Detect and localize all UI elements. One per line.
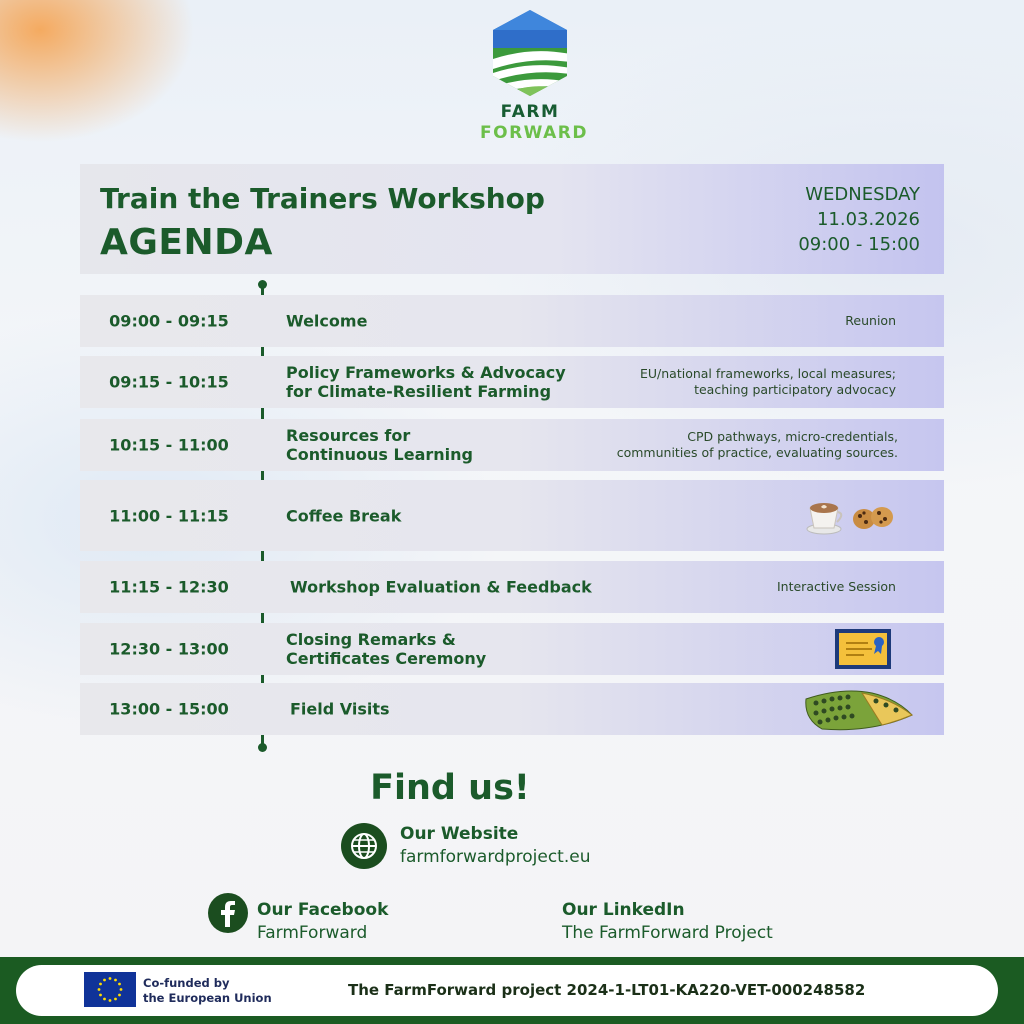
- agenda-row: [80, 683, 944, 735]
- eu-flag-icon: [84, 972, 136, 1007]
- agenda-note: EU/national frameworks, local measures; teaching participatory advocacy: [639, 366, 896, 397]
- agenda-time: 10:15 - 11:00: [109, 435, 229, 455]
- logo-word-farm: FARM: [500, 102, 560, 122]
- agenda-session: Welcome: [286, 311, 368, 331]
- timeline-start-dot: [258, 280, 267, 289]
- logo-word-forward: FORWARD: [480, 123, 589, 143]
- field-icon: [802, 685, 914, 733]
- workshop-title: Train the Trainers Workshop: [100, 182, 545, 215]
- cookies-icon: [852, 499, 894, 533]
- eu-cofunded-text: Co-funded by the European Union: [143, 976, 272, 1005]
- agenda-heading: AGENDA: [100, 222, 273, 263]
- linkedin-contact[interactable]: [562, 900, 773, 943]
- agenda-header: [80, 164, 944, 274]
- event-hours: 09:00 - 15:00: [798, 234, 920, 255]
- website-contact[interactable]: [400, 824, 590, 867]
- agenda-session: Field Visits: [290, 699, 390, 719]
- website-link[interactable]: farmforwardproject.eu: [400, 847, 591, 867]
- agenda-time: 11:00 - 11:15: [109, 506, 229, 525]
- agenda-row: [80, 623, 944, 675]
- agenda-session: Workshop Evaluation & Feedback: [290, 577, 592, 597]
- agenda-note: Reunion: [845, 313, 896, 328]
- event-day: WEDNESDAY: [805, 184, 920, 205]
- agenda-session: Closing Remarks & Certificates Ceremony: [286, 630, 487, 668]
- agenda-session: Coffee Break: [286, 506, 402, 525]
- farm-forward-logo: [480, 8, 589, 144]
- agenda-row: [80, 561, 944, 613]
- agenda-time: 11:15 - 12:30: [109, 577, 229, 597]
- facebook-contact[interactable]: [257, 900, 388, 943]
- event-date-block: [798, 182, 920, 257]
- linkedin-label: Our LinkedIn: [562, 900, 685, 920]
- agenda-note: Interactive Session: [776, 579, 896, 594]
- certificate-icon: [834, 628, 892, 670]
- find-us-heading: Find us!: [370, 768, 530, 808]
- agenda-time: 12:30 - 13:00: [109, 639, 229, 659]
- agenda-session: Resources for Continuous Learning: [286, 426, 473, 464]
- agenda-session: Policy Frameworks & Advocacy for Climate-Resilient Farming: [286, 363, 566, 401]
- agenda-row: [80, 295, 944, 347]
- farm-hexagon-icon: [490, 8, 570, 98]
- facebook-label: Our Facebook: [257, 900, 389, 920]
- timeline-end-dot: [258, 743, 267, 752]
- agenda-time: 09:15 - 10:15: [109, 372, 229, 392]
- globe-icon[interactable]: [341, 823, 387, 869]
- facebook-link[interactable]: FarmForward: [257, 923, 368, 943]
- agenda-row: [80, 480, 944, 551]
- agenda-row: [80, 419, 944, 471]
- project-reference: The FarmForward project 2024-1-LT01-KA220-VET-000248582: [348, 981, 866, 999]
- linkedin-link[interactable]: The FarmForward Project: [562, 923, 773, 943]
- facebook-icon[interactable]: [208, 893, 248, 933]
- event-date: 11.03.2026: [816, 209, 920, 230]
- coffee-cup-icon: [804, 496, 844, 536]
- agenda-row: [80, 356, 944, 408]
- agenda-time: 09:00 - 09:15: [109, 311, 229, 331]
- agenda-note: CPD pathways, micro-credentials, communities of practice, evaluating sources.: [616, 429, 898, 460]
- agenda-time: 13:00 - 15:00: [109, 699, 229, 719]
- website-label: Our Website: [400, 824, 519, 844]
